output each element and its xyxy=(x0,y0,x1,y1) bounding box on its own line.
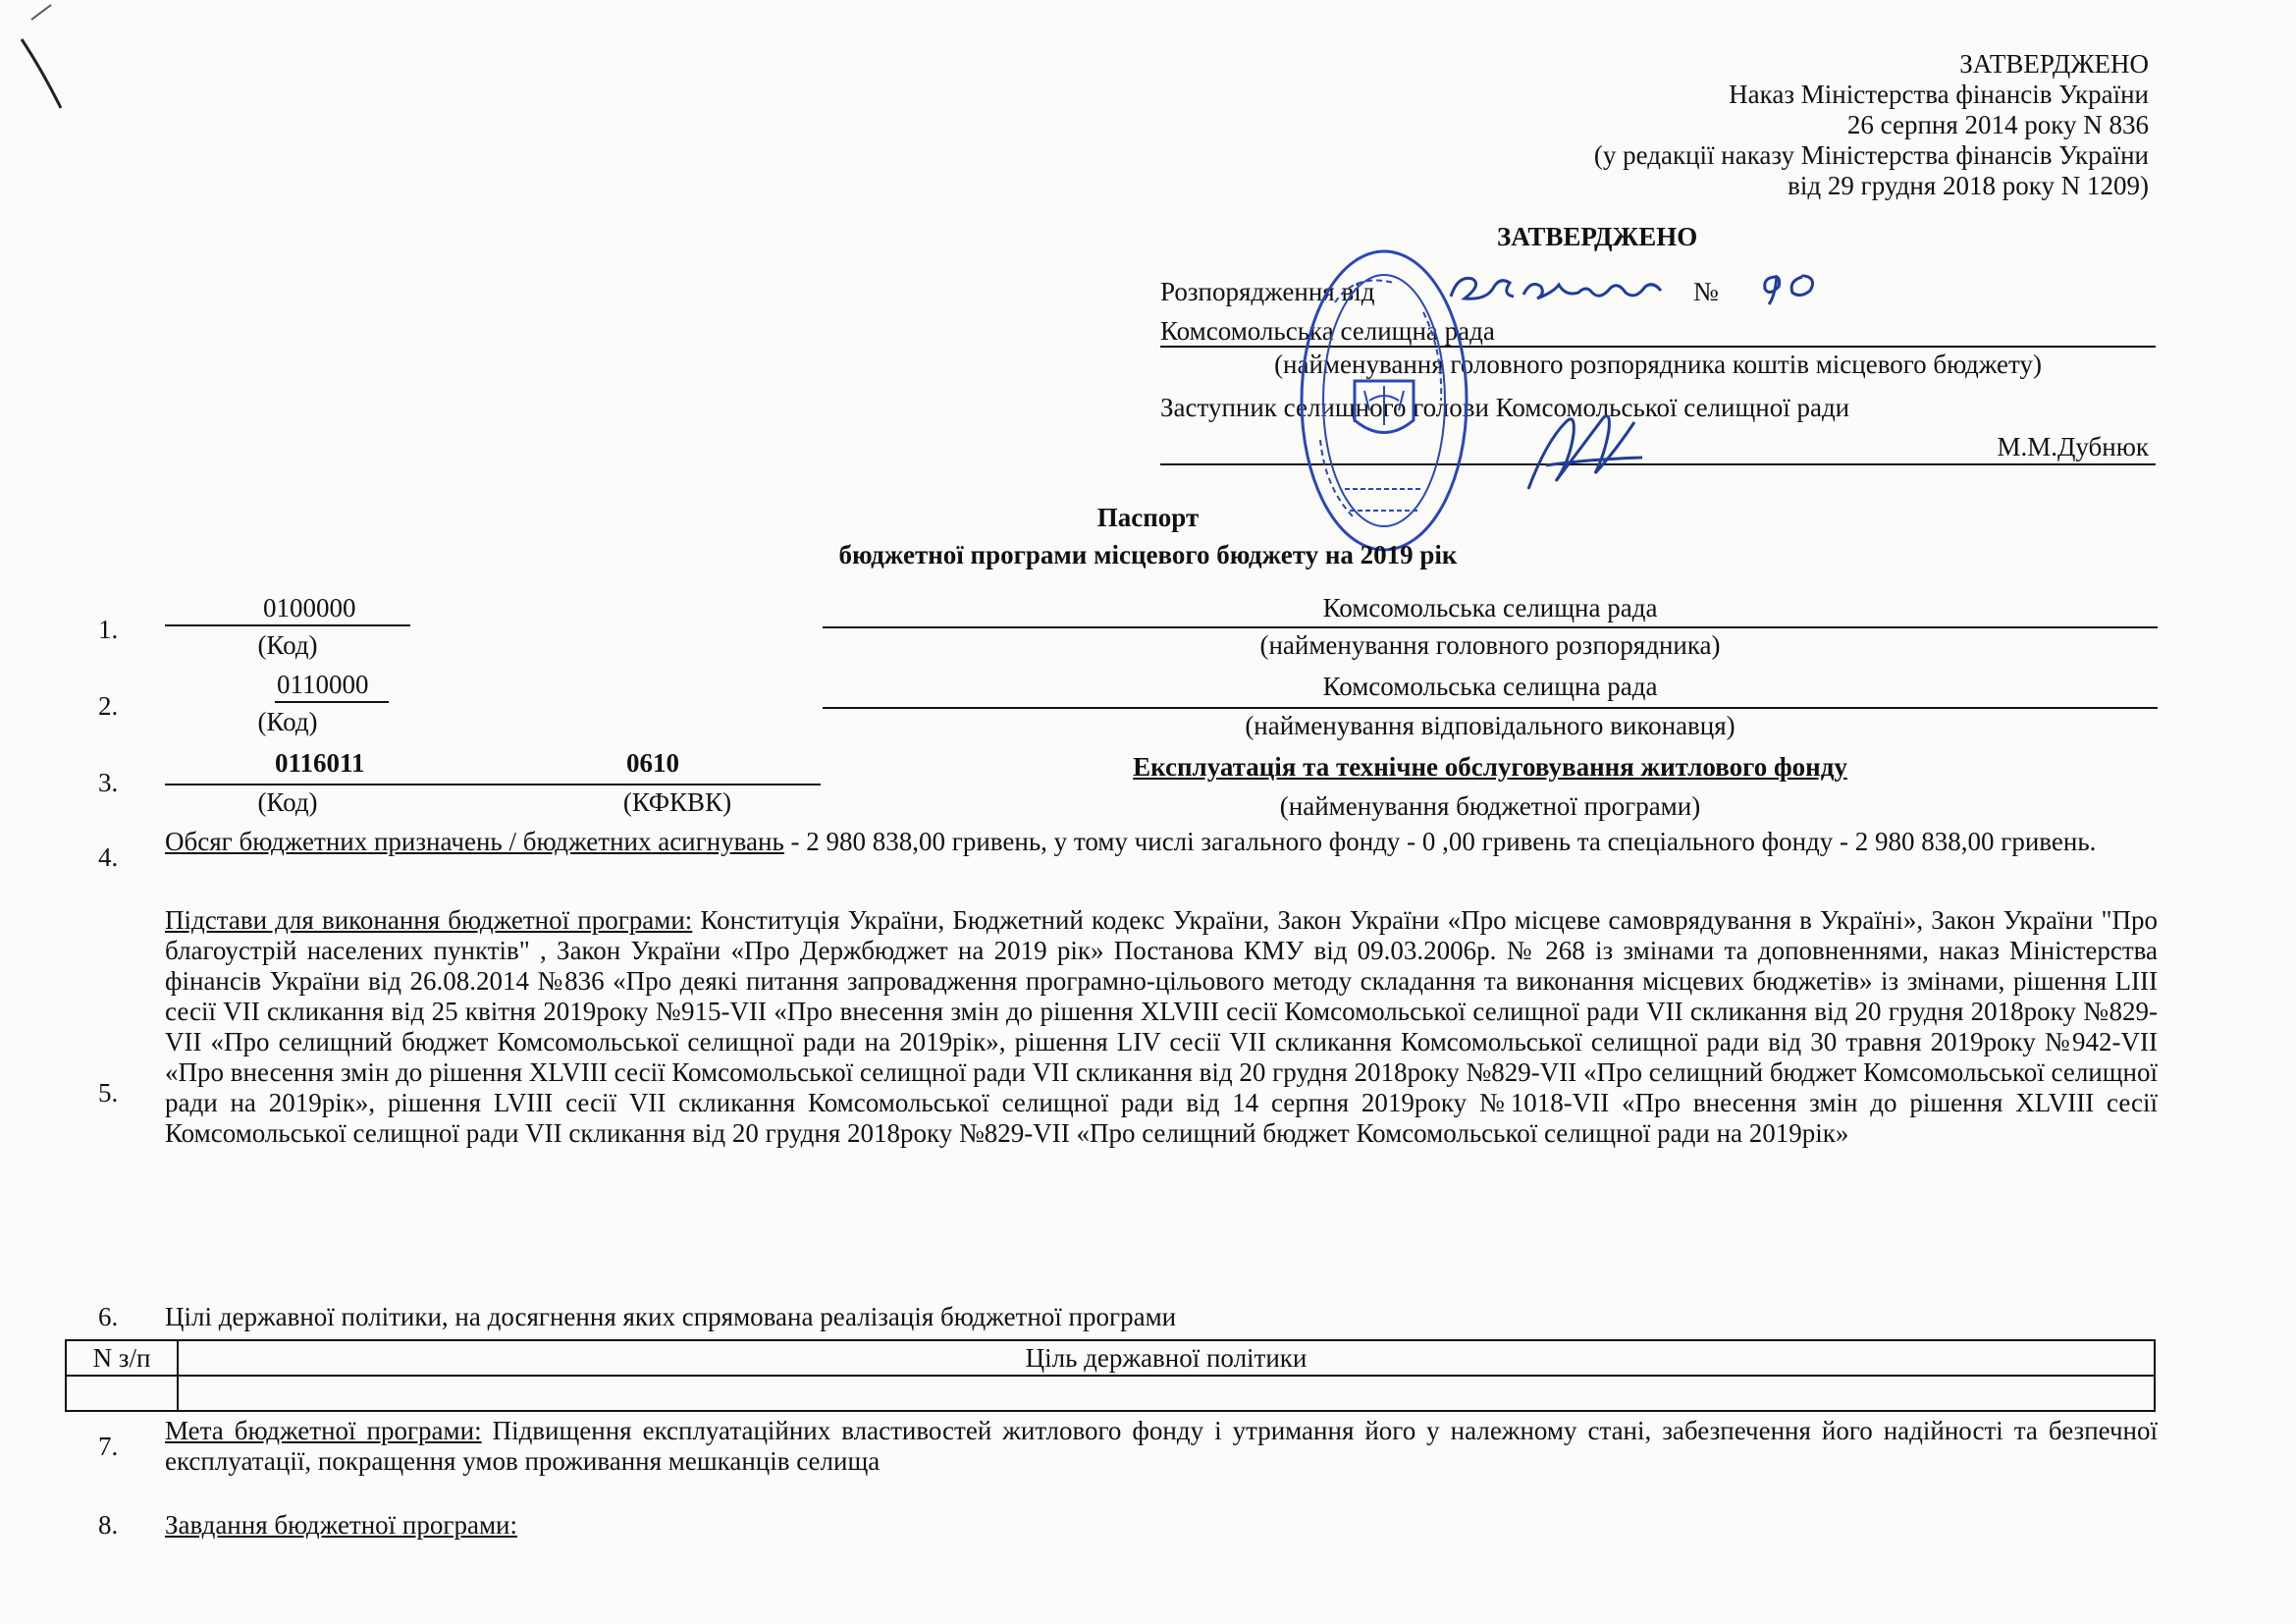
item-number: 8. xyxy=(98,1510,119,1540)
doc-subtitle: бюджетної програми місцевого бюджету на 2019 рік xyxy=(838,540,1458,569)
name-underline xyxy=(823,707,2158,709)
policy-goals-heading: Цілі державної політики, на досягнення яких спрямована реалізація бюджетної програми xyxy=(165,1302,1177,1331)
legal-basis-label: Підстави для виконання бюджетної програми: xyxy=(165,905,693,935)
approval-header-line: Наказ Міністерства фінансів України xyxy=(1729,80,2149,109)
handwritten-date-image xyxy=(1443,257,1679,311)
row-number: 2. xyxy=(98,691,119,721)
approval-header-line: 26 серпня 2014 року N 836 xyxy=(1846,110,2149,139)
handwritten-number-image xyxy=(1755,263,1834,307)
row-number: 1. xyxy=(98,615,119,644)
table-cell xyxy=(178,1376,2155,1411)
approval-header xyxy=(1265,49,2149,201)
budget-volume-text: - 2 980 838,00 гривень, у тому числі загального фонду - 0 ,00 гривень та спеціального фонду - 2 980 838,00 гривень. xyxy=(783,827,2097,856)
item-number: 5. xyxy=(98,1078,119,1108)
item-number: 7. xyxy=(98,1432,119,1461)
code-value: 0116011 xyxy=(275,748,365,778)
signer-title: Заступник селищного голови Комсомольської селищної ради xyxy=(1160,393,1850,422)
org-name: Комсомольська селищна рада xyxy=(1322,672,1658,701)
item-number: 4. xyxy=(98,842,119,872)
code-underline xyxy=(275,701,389,703)
order-label: Розпорядження від xyxy=(1160,277,1375,306)
code-caption: (Код) xyxy=(257,630,318,660)
approval-org-caption: (найменування головного розпорядника коштів місцевого бюджету) xyxy=(1274,350,2042,379)
program-goal-text: Підвищення експлуатаційних властивостей житлового фонду і утримання його у належному стані, забезпечення його надійності та безпечної експлуатації, покращення умов проживання мешканців селища xyxy=(165,1416,2158,1476)
program-goal-label: Мета бюджетної програми: xyxy=(165,1416,482,1445)
policy-goals-table xyxy=(65,1339,2156,1412)
approval-org-name: Комсомольська селищна рада xyxy=(1160,316,1495,346)
org-name: Комсомольська селищна рада xyxy=(1322,593,1658,623)
table-header-cell: Ціль державної політики xyxy=(178,1340,2155,1376)
item-number: 6. xyxy=(98,1302,119,1331)
table-cell xyxy=(66,1376,178,1411)
table-row xyxy=(66,1376,2155,1411)
table-header-cell: N з/п xyxy=(66,1340,178,1376)
name-underline xyxy=(823,626,2158,628)
program-goal-paragraph xyxy=(165,1416,2158,1477)
kfkvk-caption: (КФКВК) xyxy=(622,787,732,817)
name-caption: (найменування відповідального виконавця) xyxy=(1245,711,1735,740)
code-caption: (Код) xyxy=(257,707,318,736)
kfkvk-value: 0610 xyxy=(626,748,679,778)
row-number: 3. xyxy=(98,768,119,797)
budget-volume-label: Обсяг бюджетних призначень / бюджетних асигнувань xyxy=(165,827,784,856)
legal-basis-paragraph xyxy=(165,905,2158,1149)
approval-title: ЗАТВЕРДЖЕНО xyxy=(1497,222,1698,251)
code-value: 0110000 xyxy=(277,670,369,699)
table-header-row xyxy=(66,1340,2155,1376)
program-name: Експлуатація та технічне обслуговування житлового фонду xyxy=(1133,752,1847,782)
name-caption: (найменування бюджетної програми) xyxy=(1279,791,1701,821)
approval-header-line: від 29 грудня 2018 року N 1209) xyxy=(1788,171,2149,200)
staple-mark-icon xyxy=(12,0,80,118)
code-underline xyxy=(165,784,821,785)
program-tasks-heading: Завдання бюджетної програми: xyxy=(165,1510,517,1540)
doc-title: Паспорт xyxy=(1096,503,1200,532)
approval-header-line: (у редакції наказу Міністерства фінансів України xyxy=(1593,140,2149,170)
code-value: 0100000 xyxy=(263,593,356,623)
approval-header-line: ЗАТВЕРДЖЕНО xyxy=(1959,49,2149,79)
number-sign: № xyxy=(1693,277,1719,306)
code-underline xyxy=(165,624,410,626)
budget-volume-paragraph xyxy=(165,827,2158,857)
code-caption: (Код) xyxy=(257,787,318,817)
legal-basis-text: Конституція України, Бюджетний кодекс України, Закон України «Про місцеве самоврядування в Україні», Закон України "Про благоустрій населених пунктів" , Закон України «Про Держбюджет на 2019 рік» Постанова КМУ від 09.03.2006р. № 268 із змінами та доповненнями, наказ Міністерства фінансів України від 26.08.2014 №836 «Про деякі питання запровадження програмно-цільового методу складання та виконання місцевих бюджетів» із змінами, рішення LIII сесії VII скликання від 25 квітня 2019року №915-VII «Про внесення змін до рішення XLVIII сесії Комсомольської селищної ради VII скликання від 20 грудня 2018року №829-VII «Про селищний бюджет Комсомольської селищної ради на 2019рік», рішення LIV сесії VII скликання Комсомольської селищної ради від 30 травня 2019року №942-VII «Про внесення змін до рішення XLVIII сесії Комсомольської селищної ради VII скликання від 20 грудня 2018року №829-VII «Про селищний бюджет Комсомольської селищної ради на 2019рік», рішення LVIII сесії VII скликання Комсомольської селищної ради від 14 серпня 2019року №1018-VII «Про внесення змін до рішення XLVIII сесії Комсомольської селищної ради VII скликання від 20 грудня 2018року №829-VII «Про селищний бюджет Комсомольської селищної ради на 2019рік» xyxy=(165,905,2158,1148)
signer-name: М.М.Дубнюк xyxy=(1997,432,2149,461)
name-caption: (найменування головного розпорядника) xyxy=(1259,630,1721,660)
signature-image xyxy=(1517,383,1654,501)
